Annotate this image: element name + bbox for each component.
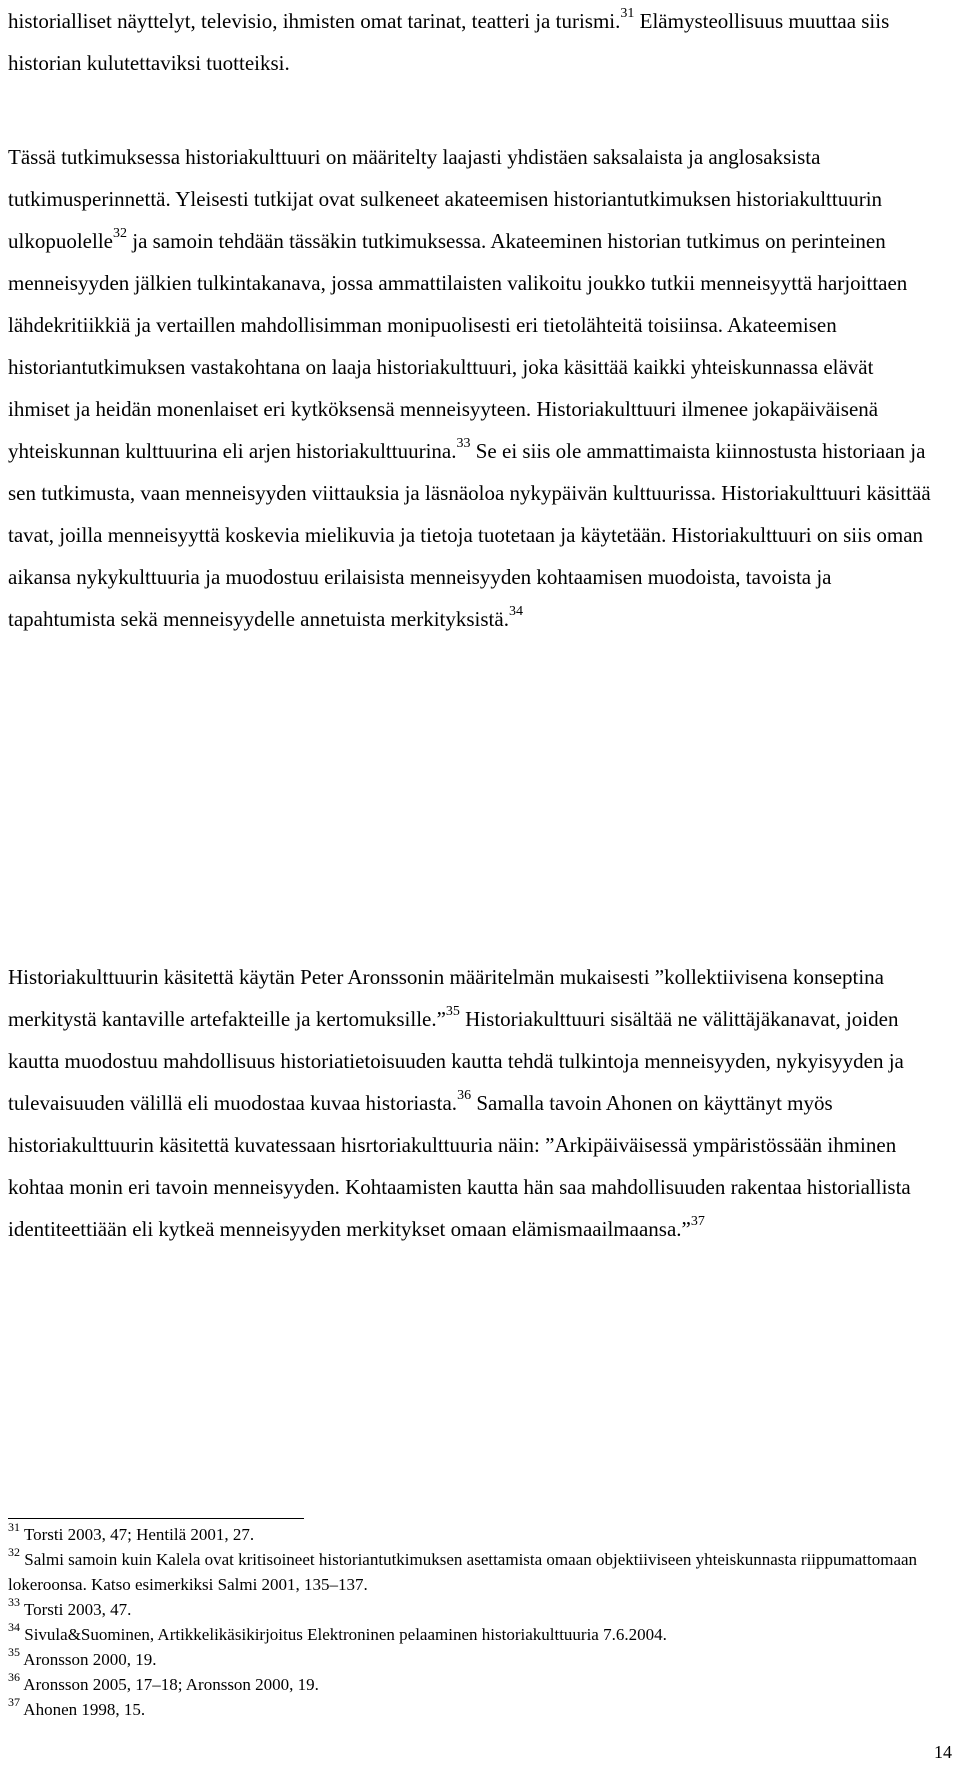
footnote-text: Torsti 2003, 47; Hentilä 2001, 27. bbox=[20, 1525, 255, 1544]
footnote-text: Torsti 2003, 47. bbox=[20, 1600, 132, 1619]
footnote-text: Sivula&Suominen, Artikkelikäsikirjoitus Elektroninen pelaaminen historiakulttuuria 7.6.2004. bbox=[20, 1625, 667, 1644]
footnote-34 bbox=[8, 1622, 948, 1647]
paragraph-text: Samalla tavoin Ahonen on käyttänyt myös historiakulttuurin käsitettä kuvatessaan hisrtoriakulttuuria näin: ”Arkipäiväisessä ympäristössään ihminen kohtaa monin eri tavoin menneisyyden. Kohtaamisten kautta hän saa mahdollisuuden rakentaa historiallista identiteettiään eli kytkeä menneisyyden merkitykset omaan elämismaailmaansa.” bbox=[8, 1091, 911, 1241]
paragraph-text: ja samoin tehdään tässäkin tutkimuksessa. Akateeminen historian tutkimus on perinteinen menneisyyden jälkien tulkintakanava, jossa ammattilaisten valikoitu joukko tutkii menneisyyttä harjoittaen lähdekritiikkiä ja vertaillen mahdollisimman monipuolisesti eri tietolähteitä toisiinsa. Akateemisen historiantutkimuksen vastakohtana on laaja historiakulttuuri, joka käsittää kaikki yhteiskunnassa elävät ihmiset ja heidän monenlaiset eri kytköksensä menneisyyteen. Historiakulttuuri ilmenee jokapäiväisenä yhteiskunnan kulttuurina eli arjen historiakulttuurina. bbox=[8, 229, 908, 463]
footnote-number: 33 bbox=[8, 1595, 20, 1610]
footnote-ref-36: 36 bbox=[457, 1088, 472, 1103]
footnote-number: 37 bbox=[8, 1695, 20, 1710]
footnote-31 bbox=[8, 1522, 948, 1547]
footnote-text: Salmi samoin kuin Kalela ovat kritisoineet historiantutkimuksen asettamista omaan objektiiviseen yhteiskunnasta riippumattomaan lokeroonsa. Katso esimerkiksi Salmi 2001, 135–137. bbox=[8, 1550, 918, 1594]
footnote-number: 32 bbox=[8, 1545, 20, 1560]
footnote-number: 36 bbox=[8, 1670, 20, 1685]
footnote-ref-31: 31 bbox=[620, 6, 635, 21]
paragraph-text: Tässä tutkimuksessa historiakulttuuri on määritelty laajasti yhdistäen saksalaista ja anglosaksista tutkimusperinnettä. Yleisesti tutkijat ovat sulkeneet akateemisen historiantutkimuksen historiakulttuurin ulkopuolelle bbox=[8, 145, 883, 253]
footnote-number: 35 bbox=[8, 1645, 20, 1660]
paragraph-text: historialliset näyttelyt, televisio, ihmisten omat tarinat, teatteri ja turismi. bbox=[8, 9, 621, 33]
paragraph-text: Historiakulttuuri sisältää ne välittäjäkanavat, joiden kautta muodostuu mahdollisuus historiatietoisuuden kautta tehdä tulkintoja menneisyyden, nykyisyyden ja tulevaisuuden välillä eli muodostaa kuvaa historiasta. bbox=[8, 1007, 904, 1115]
paragraph-3 bbox=[8, 956, 938, 1250]
footnote-33 bbox=[8, 1597, 948, 1622]
paragraph-text: Elämysteollisuus muuttaa siis historian kulutettaviksi tuotteiksi. bbox=[8, 9, 890, 75]
footnote-text: Ahonen 1998, 15. bbox=[20, 1700, 146, 1719]
paragraph-2 bbox=[8, 136, 938, 640]
footnote-35 bbox=[8, 1647, 948, 1672]
footnote-text: Aronsson 2005, 17–18; Aronsson 2000, 19. bbox=[20, 1675, 319, 1694]
footnote-36 bbox=[8, 1672, 948, 1697]
page-number: 14 bbox=[934, 1742, 952, 1762]
footnote-ref-37: 37 bbox=[690, 1214, 705, 1229]
footnote-37 bbox=[8, 1697, 948, 1722]
footnotes bbox=[8, 1522, 948, 1722]
paragraph-1 bbox=[8, 0, 938, 84]
footnote-32 bbox=[8, 1547, 948, 1597]
footnote-separator bbox=[8, 1518, 304, 1519]
paragraph-text: Se ei siis ole ammattimaista kiinnostusta historiaan ja sen tutkimusta, vaan menneisyyden viittauksia ja läsnäoloa nykypäivän kulttuurissa. Historiakulttuuri käsittää tavat, joilla menneisyyttä koskevia mielikuvia ja tietoja tuotetaan ja käytetään. Historiakulttuuri on siis oman aikansa nykykulttuuria ja muodostuu erilaisista menneisyyden kohtaamisen muodoista, tavoista ja tapahtumista sekä menneisyydelle annetuista merkityksistä. bbox=[8, 439, 931, 631]
footnote-ref-33: 33 bbox=[456, 436, 471, 451]
paragraph-text: Historiakulttuurin käsitettä käytän Peter Aronssonin määritelmän mukaisesti ”kollektiivisena konseptina merkitystä kantaville artefakteille ja kertomuksille.” bbox=[8, 965, 884, 1031]
footnote-number: 34 bbox=[8, 1620, 20, 1635]
footnote-number: 31 bbox=[8, 1520, 20, 1535]
footnote-text: Aronsson 2000, 19. bbox=[20, 1650, 157, 1669]
footnote-ref-34: 34 bbox=[508, 604, 523, 619]
footnote-ref-35: 35 bbox=[445, 1004, 460, 1019]
footnote-ref-32: 32 bbox=[112, 226, 127, 241]
